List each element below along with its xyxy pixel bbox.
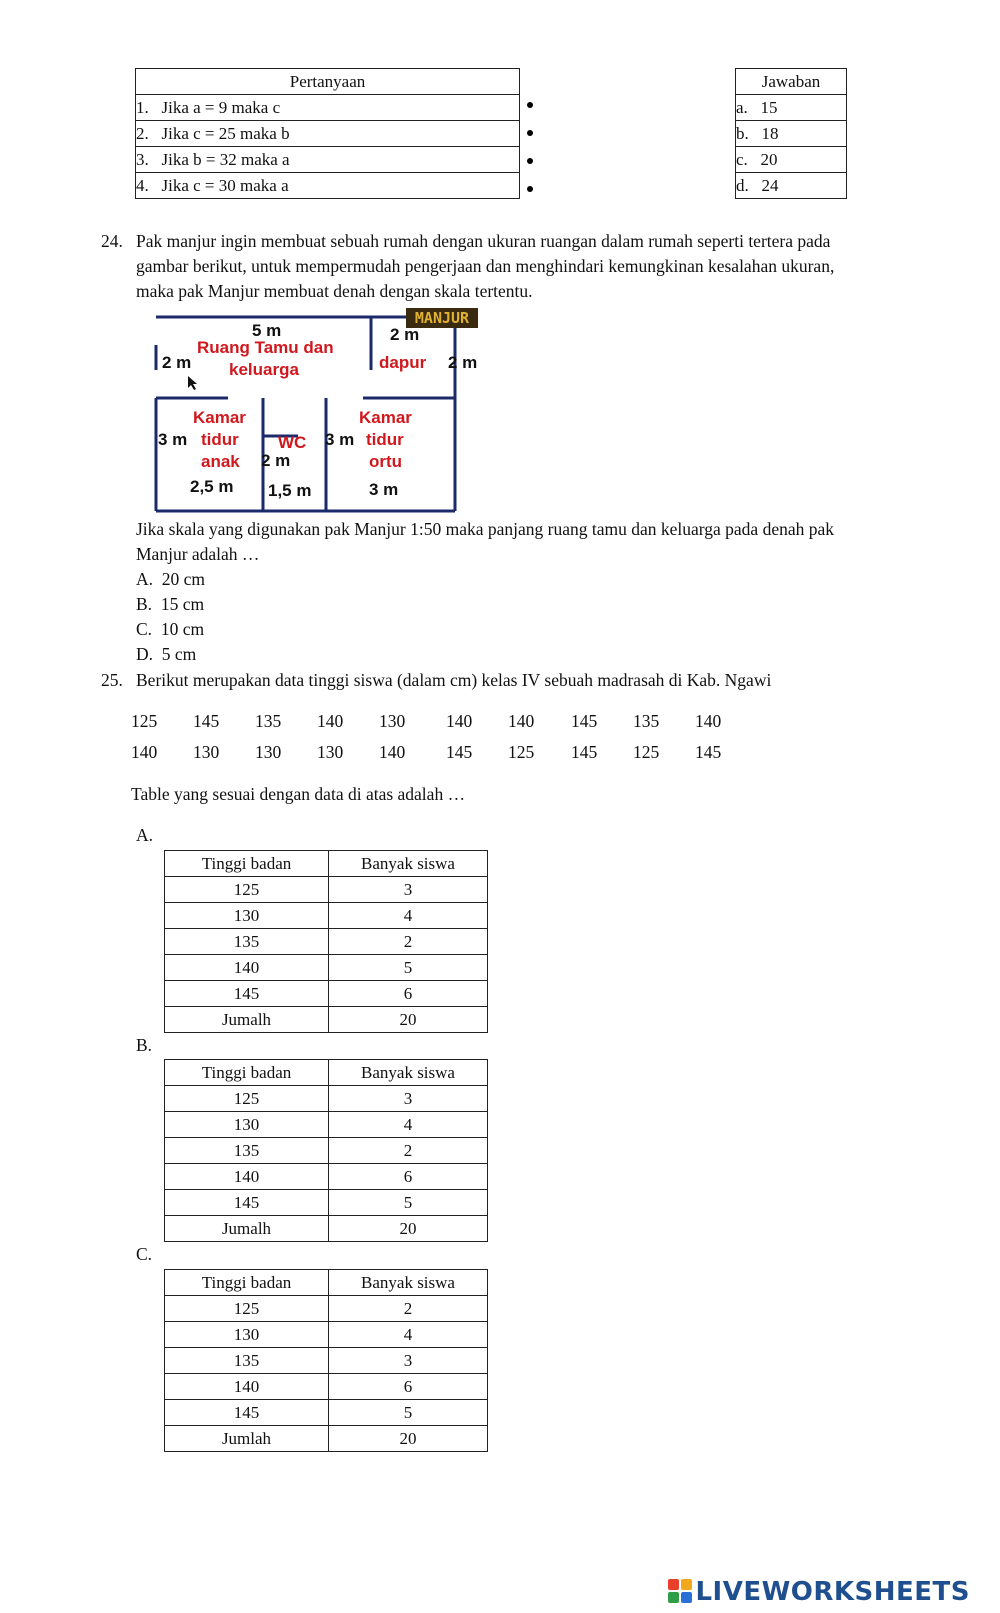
kitchen-name: dapur	[379, 353, 427, 372]
height-value: 135	[255, 711, 282, 731]
parent-room-height-label: 3 m	[325, 430, 355, 449]
liveworksheets-logo[interactable]	[667, 1577, 970, 1607]
kid-room-name: Kamar	[193, 408, 246, 427]
col-header-height: Tinggi badan	[165, 1270, 329, 1296]
table-row: 145 6	[165, 981, 488, 1007]
parent-room-name: tidur	[366, 430, 404, 449]
col-header-count: Banyak siswa	[329, 1270, 488, 1296]
table-row: 145 5	[165, 1190, 488, 1216]
question-row: 1. Jika a = 9 maka c	[136, 95, 520, 121]
q24-option-b[interactable]: B. 15 cm	[136, 594, 205, 614]
q24-line-1: Pak manjur ingin membuat sebuah rumah dengan ukuran ruangan dalam rumah seperti tertera pada	[136, 231, 831, 251]
q24-line-3: maka pak Manjur membuat denah dengan skala tertentu.	[136, 281, 533, 301]
height-value: 145	[571, 742, 598, 762]
height-value: 140	[317, 711, 344, 731]
living-room-name: keluarga	[229, 360, 299, 379]
height-value: 140	[131, 742, 158, 762]
q24-option-a[interactable]: A. 20 cm	[136, 569, 206, 589]
table-row: 130 4	[165, 1322, 488, 1348]
col-header-height: Tinggi badan	[165, 1060, 329, 1086]
frequency-table-b	[164, 1059, 488, 1242]
table-row: 135 2	[165, 929, 488, 955]
floor-plan	[150, 308, 490, 518]
kitchen-width-label: 2 m	[390, 325, 420, 344]
match-dot-3[interactable]	[527, 158, 533, 164]
q25-number: 25.	[101, 670, 123, 690]
table-row: 145 5	[165, 1400, 488, 1426]
table-option-b-label[interactable]: B.	[136, 1035, 153, 1055]
height-value: 130	[317, 742, 344, 762]
frequency-table-c	[164, 1269, 488, 1452]
table-row: 125 3	[165, 1086, 488, 1112]
table-row: 140 5	[165, 955, 488, 981]
height-value: 145	[193, 711, 220, 731]
col-header-height: Tinggi badan	[165, 851, 329, 877]
height-value: 140	[379, 742, 406, 762]
living-height-label: 2 m	[162, 353, 192, 372]
question-header: Pertanyaan	[136, 69, 520, 95]
match-dot-4[interactable]	[527, 186, 533, 192]
height-value: 130	[193, 742, 220, 762]
height-value: 125	[633, 742, 660, 762]
height-value: 145	[695, 742, 722, 762]
living-width-label: 5 m	[252, 321, 282, 340]
table-total-row: Jumalh 20	[165, 1216, 488, 1242]
height-value: 145	[446, 742, 473, 762]
brand-text: LIVEWORKSHEETS	[695, 1577, 970, 1607]
q24-line-2: gambar berikut, untuk mempermudah pengerjaan dan menghindari kemungkinan kesalahan ukuran,	[136, 256, 835, 276]
question-row: 4. Jika c = 30 maka a	[136, 173, 520, 199]
height-value: 145	[571, 711, 598, 731]
kid-room-width-label: 2,5 m	[190, 477, 234, 496]
answer-table	[735, 68, 847, 199]
frequency-table-a	[164, 850, 488, 1033]
question-table	[135, 68, 520, 199]
height-value: 140	[695, 711, 722, 731]
height-value: 125	[508, 742, 535, 762]
question-row: 2. Jika c = 25 maka b	[136, 121, 520, 147]
wc-name: WC	[278, 433, 307, 452]
q24-option-c[interactable]: C. 10 cm	[136, 619, 205, 639]
parent-room-width-label: 3 m	[369, 480, 399, 499]
height-value: 130	[255, 742, 282, 762]
height-value: 140	[446, 711, 473, 731]
q25-prompt: Table yang sesuai dengan data di atas adalah …	[131, 784, 466, 804]
answer-header: Jawaban	[736, 69, 847, 95]
table-row: 135 2	[165, 1138, 488, 1164]
manjur-logo: MANJUR	[414, 309, 470, 327]
answer-row[interactable]: d. 24	[736, 173, 847, 199]
q25-text: Berikut merupakan data tinggi siswa (dalam cm) kelas IV sebuah madrasah di Kab. Ngawi	[136, 670, 772, 690]
col-header-count: Banyak siswa	[329, 1060, 488, 1086]
match-dot-2[interactable]	[527, 130, 533, 136]
q24-number: 24.	[101, 231, 123, 251]
cursor-icon	[188, 376, 197, 390]
table-row: 140 6	[165, 1374, 488, 1400]
q24-question-line-1: Jika skala yang digunakan pak Manjur 1:50 maka panjang ruang tamu dan keluarga pada denah pak	[136, 519, 834, 539]
liveworksheets-icon	[667, 1578, 693, 1604]
kid-room-height-label: 3 m	[158, 430, 188, 449]
table-row: 125 2	[165, 1296, 488, 1322]
wc-height-label: 2 m	[261, 451, 291, 470]
q24-option-d[interactable]: D. 5 cm	[136, 644, 197, 664]
question-row: 3. Jika b = 32 maka a	[136, 147, 520, 173]
wc-width-label: 1,5 m	[268, 481, 312, 500]
table-total-row: Jumalh 20	[165, 1007, 488, 1033]
kid-room-name: tidur	[201, 430, 239, 449]
table-row: 130 4	[165, 1112, 488, 1138]
match-dot-1[interactable]	[527, 102, 533, 108]
answer-row[interactable]: a. 15	[736, 95, 847, 121]
table-row: 130 4	[165, 903, 488, 929]
kitchen-height-label: 2 m	[448, 353, 478, 372]
height-value: 140	[508, 711, 535, 731]
q24-question-line-2: Manjur adalah …	[136, 544, 260, 564]
answer-row[interactable]: b. 18	[736, 121, 847, 147]
table-row: 125 3	[165, 877, 488, 903]
parent-room-name: Kamar	[359, 408, 412, 427]
table-total-row: Jumlah 20	[165, 1426, 488, 1452]
answer-row[interactable]: c. 20	[736, 147, 847, 173]
height-value: 135	[633, 711, 660, 731]
kid-room-name: anak	[201, 452, 240, 471]
table-row: 140 6	[165, 1164, 488, 1190]
table-row: 135 3	[165, 1348, 488, 1374]
height-value: 130	[379, 711, 406, 731]
col-header-count: Banyak siswa	[329, 851, 488, 877]
parent-room-name: ortu	[369, 452, 403, 471]
table-option-a-label[interactable]: A.	[136, 825, 154, 845]
table-option-c-label[interactable]: C.	[136, 1244, 153, 1264]
height-value: 125	[131, 711, 158, 731]
living-room-name: Ruang Tamu dan	[197, 338, 334, 357]
